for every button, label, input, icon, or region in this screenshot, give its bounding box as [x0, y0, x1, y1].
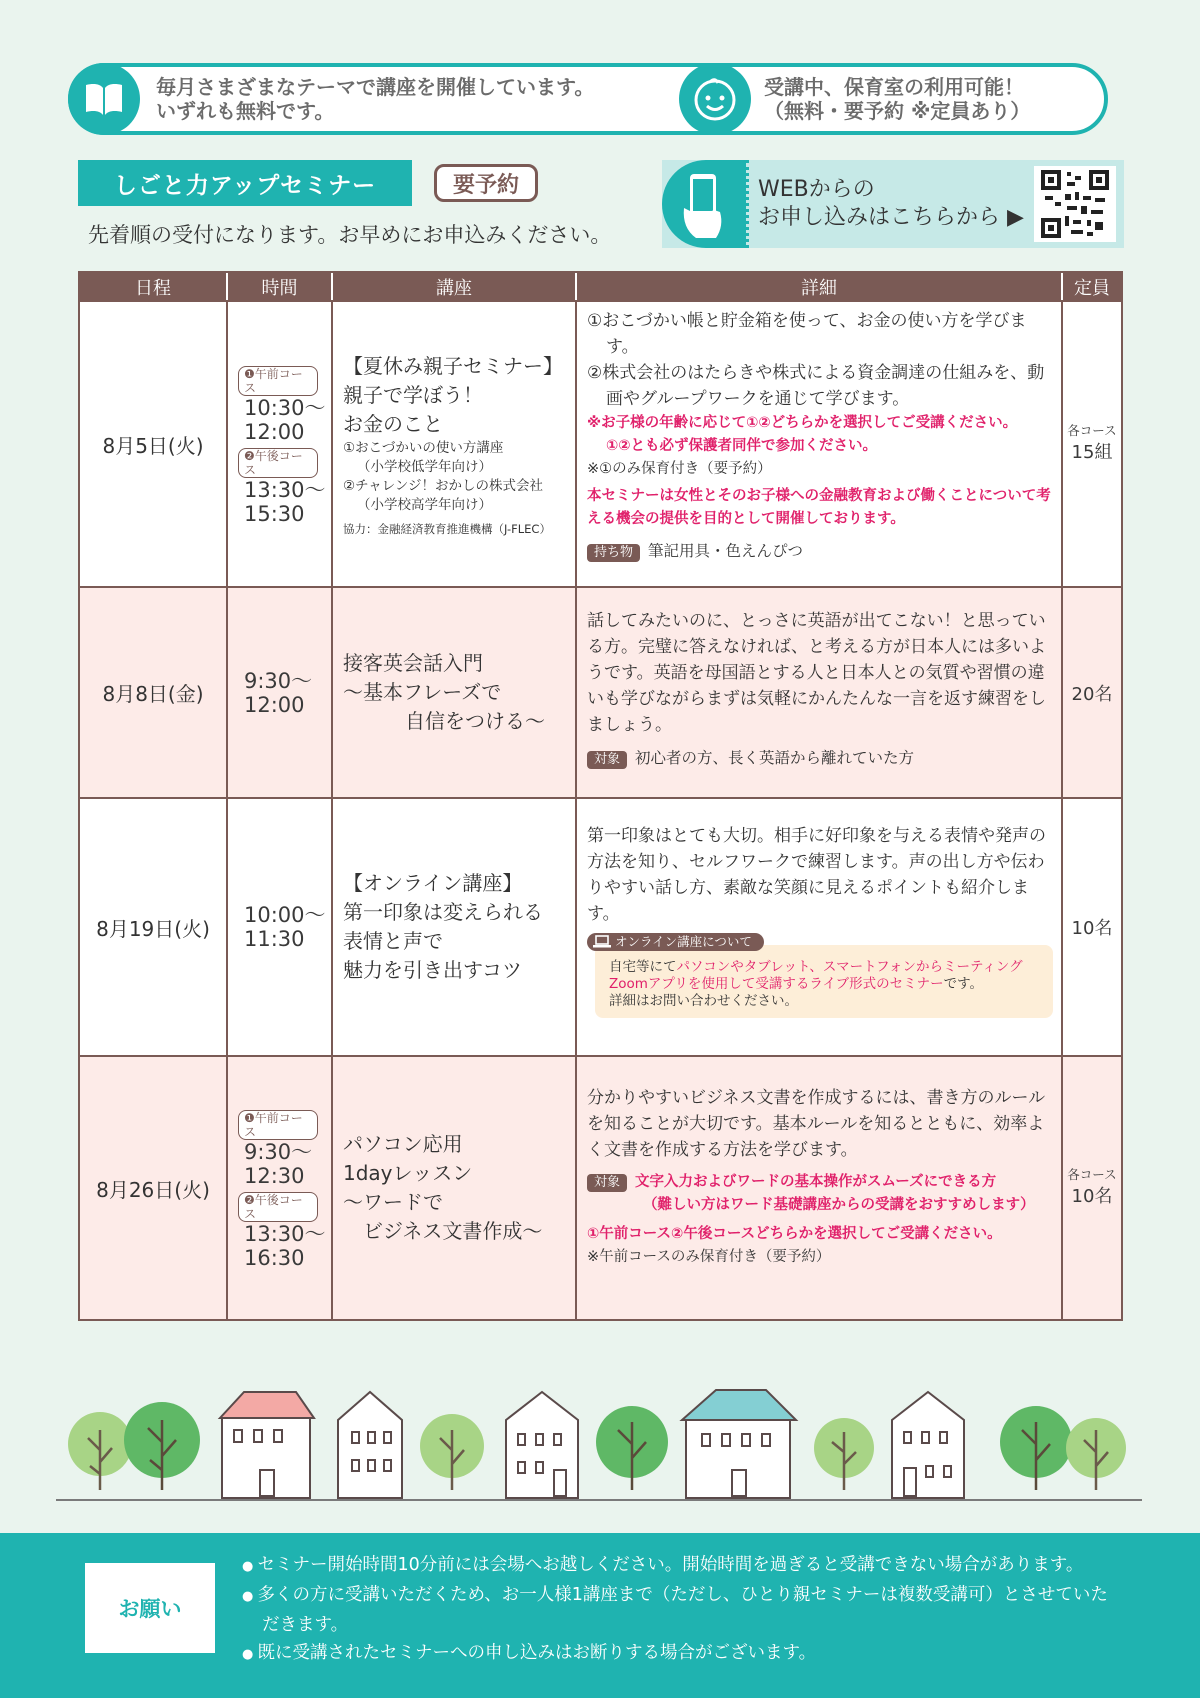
- house-icon: [892, 1392, 964, 1498]
- am-course-tag: ❶午前コース: [238, 1110, 318, 1140]
- detail-warning: ①②とも必ず保護者同伴で参加ください。: [606, 438, 878, 454]
- book-icon: [68, 63, 140, 135]
- row-capacity: [1063, 302, 1121, 586]
- detail-text: 分かりやすいビジネス文書を作成するには、書き方のルールを知ることが大切です。基本ルールを知るとともに、効率よく文書を作成する方法を学びます。: [587, 1088, 1046, 1160]
- target-note: （難しい方はワード基礎講座からの受講をおすすめします）: [643, 1197, 1035, 1213]
- smartphone-icon: [662, 160, 746, 248]
- row-course: [333, 588, 577, 797]
- target-tag: 対象: [587, 751, 627, 769]
- capacity-each: 各コース: [1067, 423, 1117, 438]
- row-time: [228, 799, 333, 1055]
- detail-warning: ①午前コース②午後コースどちらかを選択してご受講ください。: [587, 1226, 1002, 1242]
- request-label: お願い: [85, 1563, 215, 1653]
- target-tag: 対象: [587, 1174, 627, 1192]
- course-line: 魅力を引き出すコツ: [343, 958, 522, 982]
- house-icon: [220, 1392, 314, 1498]
- row-detail: [577, 302, 1063, 586]
- row-time: [228, 588, 333, 797]
- target-text: 初心者の方、長く英語から離れていた方: [635, 749, 915, 767]
- free-courses-text: 毎月さまざまなテーマで講座を開催しています。 いずれも無料です。: [156, 75, 595, 123]
- am-course-tag: ❶午前コース: [238, 366, 318, 396]
- header-detail: 詳細: [577, 273, 1063, 300]
- detail-text: ①おこづかい帳と貯金箱を使って、お金の使い方を学びます。: [587, 311, 1027, 357]
- detail-text: 第一印象はとても大切。相手に好印象を与える表情や発声の方法を知り、セルフワークで練習します。声の出し方や伝わりやすい話し方、素敵な笑顔に見えるポイントも紹介します。: [587, 826, 1046, 924]
- row-date: 8月26日(火): [80, 1057, 228, 1319]
- course-line: 【夏休み親子セミナー】: [343, 353, 563, 378]
- capacity-value: 20名: [1071, 683, 1113, 705]
- header-capacity: 定員: [1074, 277, 1110, 299]
- qr-code-icon[interactable]: [1034, 166, 1116, 242]
- row-capacity: [1063, 588, 1121, 797]
- table-row: [80, 797, 1121, 1055]
- row-time: [228, 302, 333, 586]
- seminar-schedule-table: [78, 271, 1123, 1321]
- list-item: ● 既に受講されたセミナーへの申し込みはお断りする場合がございます。: [242, 1639, 1122, 1669]
- detail-text: 話してみたいのに、とっさに英語が出てこない！と思っている方。完璧に答えなければ、と考える方が日本人には多いようです。英語を母国語とする人と日本人との気質や習慣の違いも学びながらまずは気軽にかんたんな一言を返す練習をしましょう。: [587, 611, 1046, 735]
- row-time: [228, 1057, 333, 1319]
- course-sub: （小学校低学年向け）: [357, 458, 492, 475]
- web-apply-link[interactable]: WEBからの お申し込みはこちらから ▶: [758, 177, 1024, 230]
- time-start: 9:30〜: [244, 668, 313, 693]
- list-item: ● 多くの方に受講いただくため、お一人様1講座まで（ただし、ひとり親セミナーは複数受講可）とさせていただきます。: [242, 1581, 1122, 1639]
- row-date: 8月8日(金): [80, 588, 228, 797]
- table-row: [80, 300, 1121, 586]
- course-line: ビジネス文書作成〜: [363, 1219, 543, 1243]
- detail-warning: ※お子様の年齢に応じて①②どちらかを選択してご受講ください。: [587, 415, 1018, 431]
- course-line: 1dayレッスン: [343, 1161, 473, 1185]
- pm-time-end: 16:30: [244, 1246, 305, 1270]
- row-course: [333, 799, 577, 1055]
- row-course: [333, 1057, 577, 1319]
- course-line: 親子で学ぼう！: [343, 382, 483, 407]
- online-text-highlight: パソコンやタブレット、スマートフォンからミーティングZoomアプリを使用して受講するライブ形式のセミナー: [609, 959, 1023, 992]
- tree-icon: [596, 1406, 668, 1490]
- detail-purpose: 本セミナーは女性とそのお子様への金融教育および働くことについて考える機会の提供を目的として開催しております。: [587, 488, 1051, 527]
- belongings-tag: 持ち物: [587, 544, 640, 562]
- row-course: [333, 302, 577, 586]
- course-sub: （小学校高学年向け）: [357, 496, 492, 513]
- row-date: 8月5日(火): [80, 302, 228, 586]
- house-icon: [682, 1390, 796, 1498]
- tree-icon: [1000, 1406, 1072, 1490]
- row-date: 8月19日(火): [80, 799, 228, 1055]
- tree-icon: [124, 1402, 200, 1490]
- capacity-each: 各コース: [1067, 1167, 1117, 1182]
- table-header: [80, 273, 1121, 300]
- course-line: パソコン応用: [343, 1132, 463, 1156]
- dotted-divider: [746, 160, 750, 248]
- web-application-box[interactable]: [662, 160, 1124, 248]
- pm-time-end: 15:30: [244, 502, 305, 526]
- footer-notice: [0, 1533, 1200, 1698]
- tree-icon: [68, 1412, 132, 1490]
- course-line: 自信をつける〜: [405, 709, 545, 733]
- pm-course-tag: ❷午後コース: [238, 1192, 318, 1222]
- request-list: [242, 1551, 1122, 1669]
- course-line: 【オンライン講座】: [343, 871, 523, 895]
- capacity-value: 10名: [1071, 918, 1113, 939]
- online-description: [609, 959, 1039, 993]
- tree-icon: [814, 1418, 874, 1490]
- row-detail: [577, 1057, 1063, 1319]
- header-course: 講座: [333, 273, 577, 300]
- header-date: 日程: [80, 273, 228, 300]
- tree-icon: [420, 1414, 484, 1490]
- tree-icon: [1066, 1418, 1126, 1490]
- capacity-value: 15組: [1071, 442, 1113, 463]
- course-line: 〜ワードで: [343, 1190, 443, 1214]
- course-cooperation: 協力：金融経済教育推進機構（J-FLEC）: [343, 521, 551, 536]
- am-time-end: 12:30: [244, 1164, 305, 1188]
- time-end: 12:00: [244, 692, 305, 717]
- header-time: 時間: [228, 273, 333, 300]
- row-detail: [577, 799, 1063, 1055]
- detail-note: ※①のみ保育付き（要予約）: [587, 461, 772, 477]
- target-line: [587, 746, 1053, 770]
- time-end: 11:30: [244, 927, 305, 951]
- seminar-title: しごと力アップセミナー: [78, 160, 412, 206]
- table-row: [80, 586, 1121, 797]
- online-text: 自宅等にて: [609, 959, 677, 975]
- time-start: 10:00〜: [244, 903, 326, 927]
- reservation-badge: 要予約: [434, 164, 538, 202]
- laptop-icon: [593, 935, 611, 949]
- course-sub: ①おこづかいの使い方講座: [343, 439, 504, 456]
- row-capacity: [1063, 799, 1121, 1055]
- town-illustration: [56, 1380, 1142, 1505]
- target-text: 文字入力およびワードの基本操作がスムーズにできる方: [635, 1174, 997, 1190]
- belongings-line: [587, 539, 1053, 563]
- row-detail: [577, 588, 1063, 797]
- target-line: [587, 1171, 1053, 1217]
- row-capacity: [1063, 1057, 1121, 1319]
- am-time-start: 9:30〜: [244, 1140, 313, 1164]
- house-icon: [338, 1392, 402, 1498]
- info-banner: [68, 63, 1108, 135]
- course-line: 表情と声で: [343, 929, 443, 953]
- online-contact: 詳細はお問い合わせください。: [609, 993, 798, 1009]
- list-item: ● セミナー開始時間10分前には会場へお越しください。開始時間を過ぎると受講できない場合があります。: [242, 1551, 1122, 1581]
- course-sub: ②チャレンジ！おかしの株式会社: [343, 477, 544, 494]
- pm-course-tag: ❷午後コース: [238, 448, 318, 478]
- online-label: [587, 933, 764, 951]
- online-info-box: [595, 934, 1053, 1018]
- course-line: 接客英会話入門: [343, 651, 483, 675]
- detail-note: ※午前コースのみ保育付き（要予約）: [587, 1249, 831, 1265]
- am-time-start: 10:30〜: [244, 396, 326, 420]
- capacity-value: 10名: [1071, 1186, 1113, 1207]
- house-icon: [506, 1392, 578, 1498]
- nursery-text: 受講中、保育室の利用可能！ （無料・要予約 ※定員あり）: [764, 75, 1031, 123]
- pm-time-start: 13:30〜: [244, 478, 326, 502]
- course-line: 第一印象は変えられる: [343, 900, 543, 924]
- detail-text: ②株式会社のはたらきや株式による資金調達の仕組みを、動画やグループワークを通じて学びます。: [587, 363, 1045, 409]
- course-line: お金のこと: [343, 411, 443, 436]
- pm-time-start: 13:30〜: [244, 1222, 326, 1246]
- baby-face-icon: [679, 63, 751, 135]
- first-come-notice: 先着順の受付になります。お早めにお申込みください。: [88, 223, 612, 247]
- table-row: [80, 1055, 1121, 1319]
- online-text: です。: [943, 976, 983, 992]
- belongings-text: 筆記用具・色えんぴつ: [648, 542, 804, 560]
- am-time-end: 12:00: [244, 420, 305, 444]
- online-label-text: オンライン講座について: [615, 934, 752, 949]
- course-line: 〜基本フレーズで: [343, 680, 502, 704]
